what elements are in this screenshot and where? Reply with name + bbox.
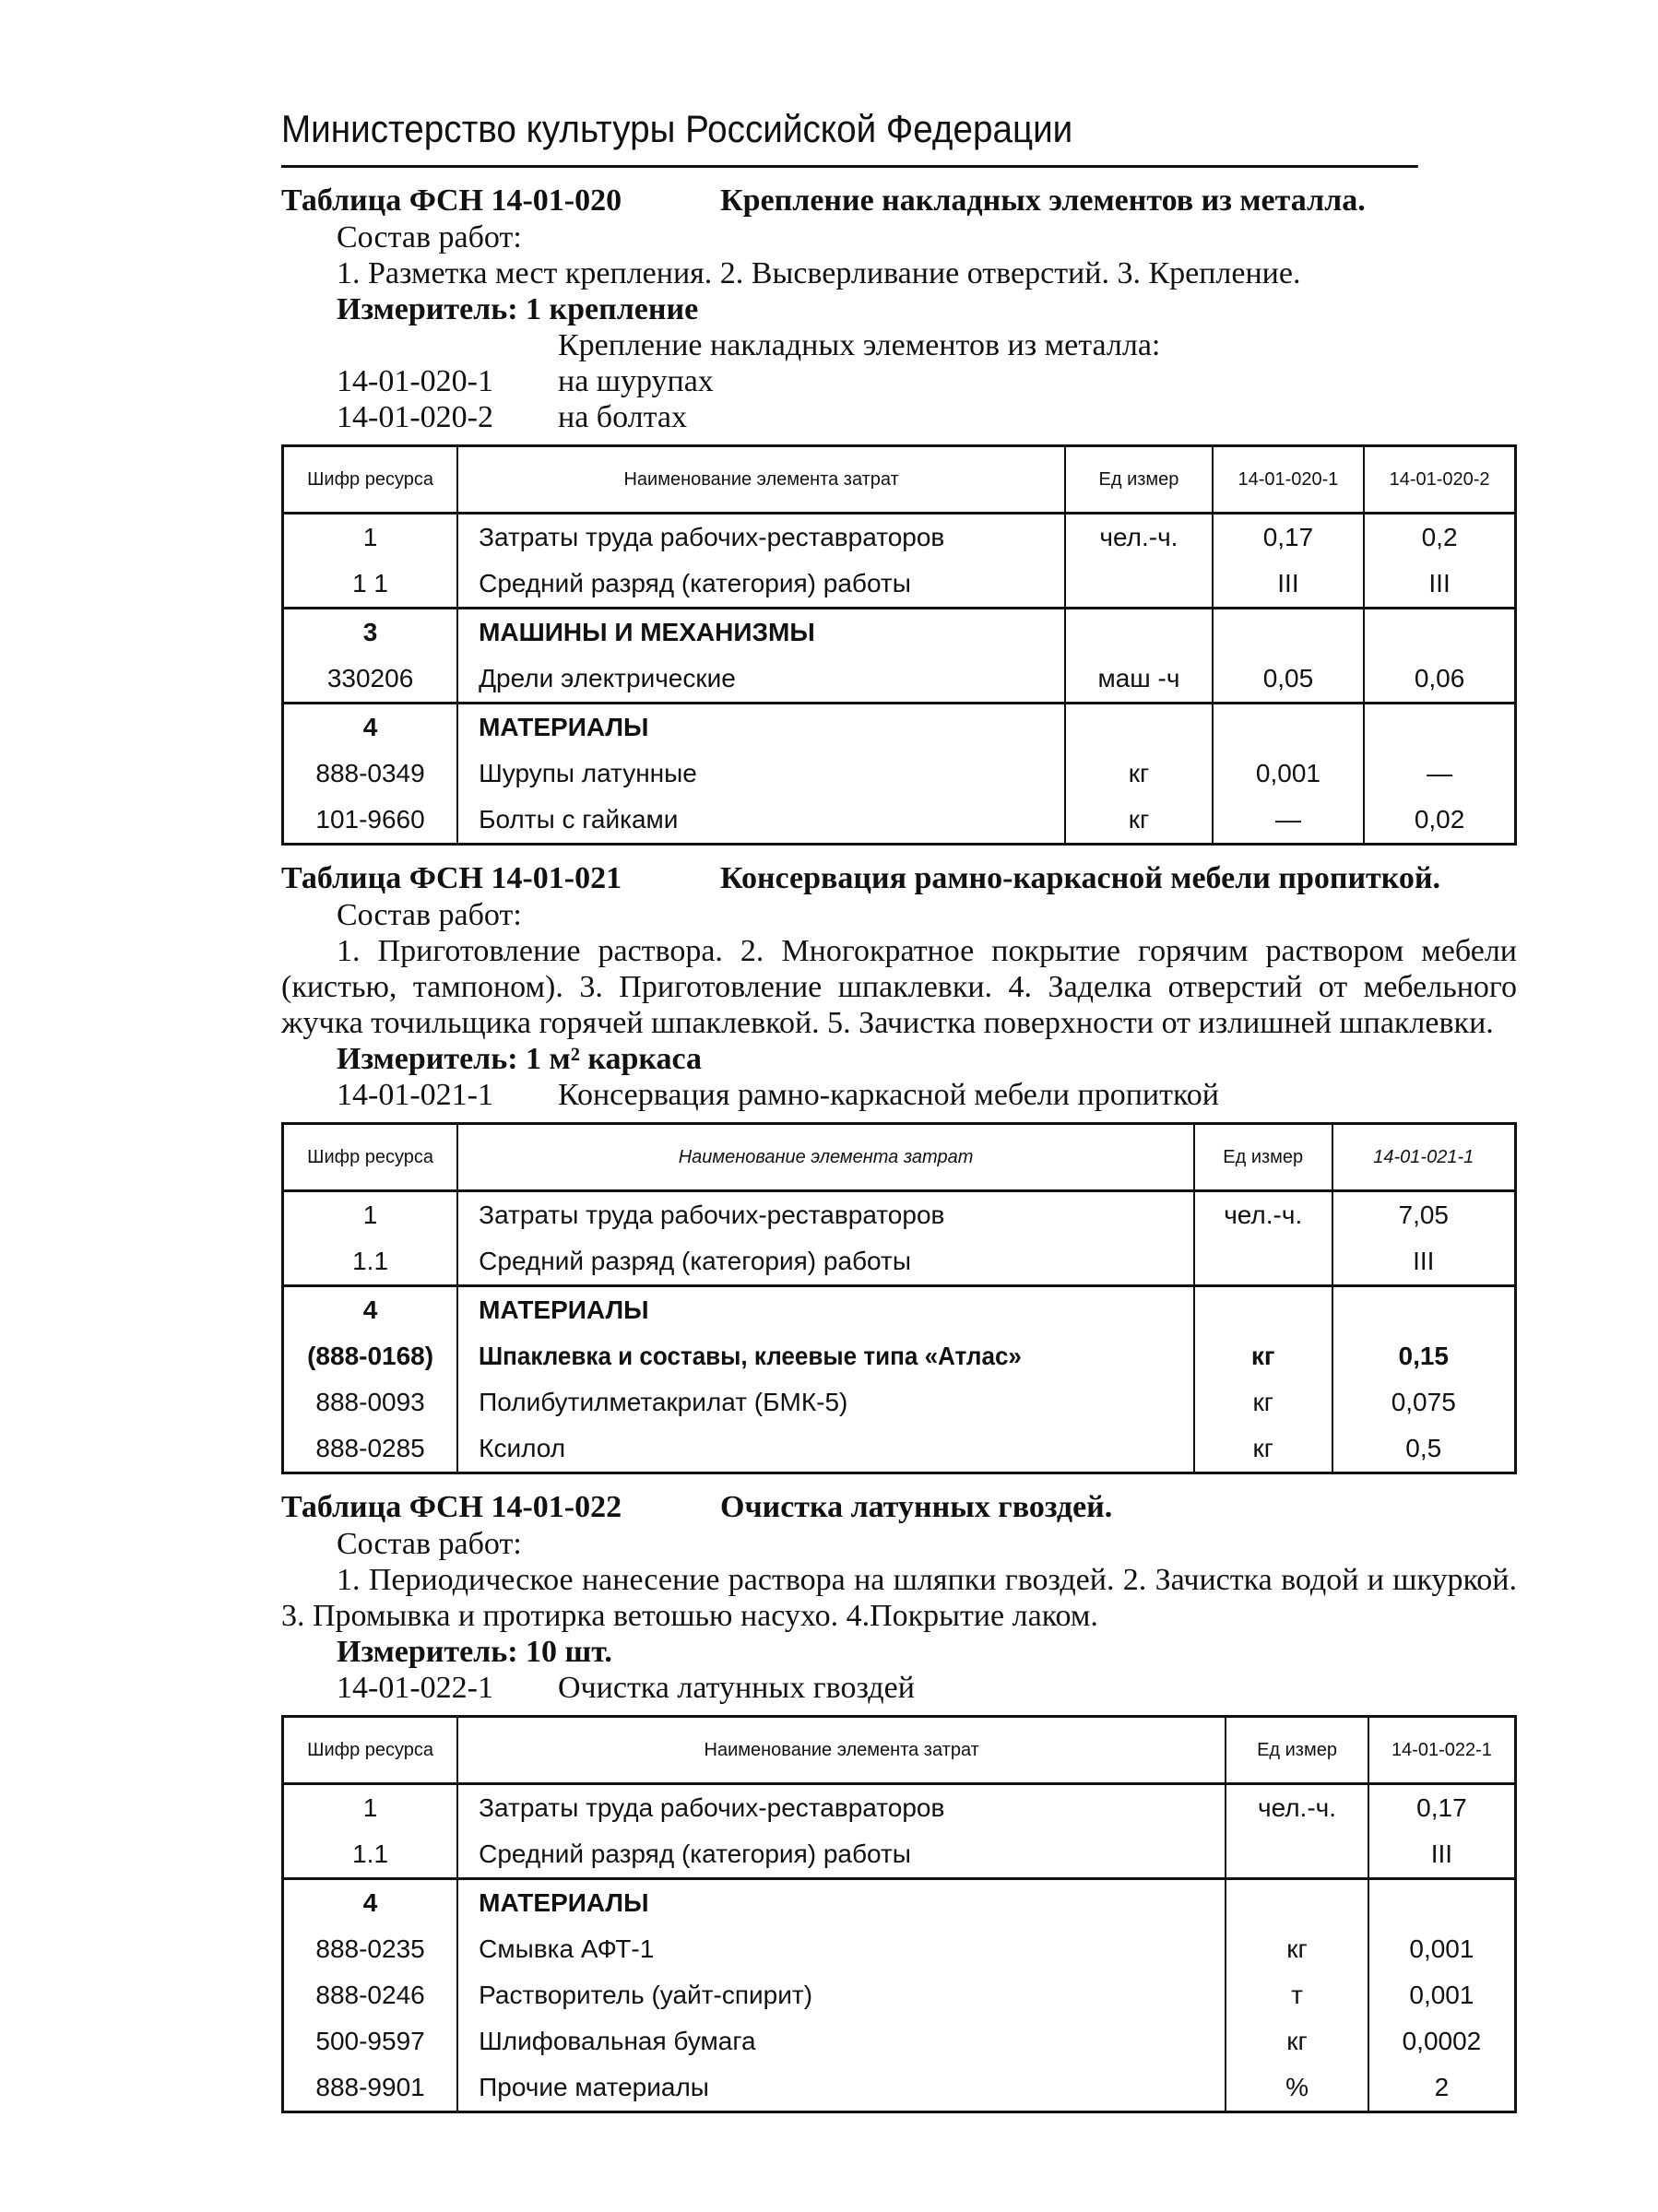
table-number: Таблица ФСН 14-01-020 bbox=[281, 183, 622, 218]
table-row bbox=[283, 514, 1516, 562]
table-number: Таблица ФСН 14-01-022 bbox=[281, 1490, 622, 1524]
cell: 888-0093 bbox=[283, 1379, 458, 1425]
cell: (888-0168) bbox=[283, 1333, 458, 1379]
cell: чел.-ч. bbox=[1065, 514, 1213, 562]
header-cell: Шифр ресурса bbox=[283, 1717, 458, 1784]
cell: III bbox=[1213, 561, 1364, 609]
header-cell: Ед измер bbox=[1065, 446, 1213, 514]
cell: — bbox=[1364, 751, 1515, 797]
header-cell: 14-01-022-1 bbox=[1368, 1717, 1516, 1784]
cell: 0,15 bbox=[1332, 1333, 1516, 1379]
table-row bbox=[283, 561, 1516, 609]
cell: 0,17 bbox=[1213, 514, 1364, 562]
cell: Ксилол bbox=[457, 1425, 1194, 1473]
cell: МАТЕРИАЛЫ bbox=[457, 1879, 1226, 1927]
cell: 7,05 bbox=[1332, 1191, 1516, 1239]
code: 14-01-020-2 bbox=[337, 400, 493, 434]
cell bbox=[1065, 561, 1213, 609]
header-cell: Наименование элемента затрат bbox=[457, 1124, 1194, 1191]
section-title bbox=[281, 183, 1517, 219]
section-title bbox=[281, 860, 1517, 897]
cell: 4 bbox=[283, 1286, 458, 1334]
meter: Измеритель: 10 шт. bbox=[337, 1635, 612, 1669]
cell: Затраты труда рабочих-реставраторов bbox=[457, 1191, 1194, 1239]
table-row bbox=[283, 1972, 1516, 2018]
cell: Затраты труда рабочих-реставраторов bbox=[457, 514, 1065, 562]
code: 14-01-022-1 bbox=[337, 1671, 493, 1705]
cell: 1.1 bbox=[283, 1831, 458, 1879]
table-group-row bbox=[283, 704, 1516, 751]
cell: Прочие материалы bbox=[457, 2064, 1226, 2112]
cell: 1 bbox=[283, 514, 458, 562]
cell: Средний разряд (категория) работы bbox=[457, 1238, 1194, 1286]
cell: Шурупы латунные bbox=[457, 751, 1065, 797]
table-row bbox=[283, 1425, 1516, 1473]
table-row bbox=[283, 2064, 1516, 2112]
cell: Шлифовальная бумага bbox=[457, 2018, 1226, 2064]
cell bbox=[1194, 1238, 1332, 1286]
code-line bbox=[281, 363, 1517, 399]
cell bbox=[1065, 609, 1213, 657]
composition-label: Состав работ: bbox=[337, 1527, 522, 1561]
code-line bbox=[281, 1670, 1517, 1706]
resource-table bbox=[281, 444, 1517, 846]
table-title: Очистка латунных гвоздей. bbox=[720, 1490, 1113, 1524]
header-cell: 14-01-021-1 bbox=[1332, 1124, 1516, 1191]
cell: кг bbox=[1065, 751, 1213, 797]
cell: 1.1 bbox=[283, 1238, 458, 1286]
code-description: на болтах bbox=[558, 400, 687, 434]
cell: 2 bbox=[1368, 2064, 1516, 2112]
cell: 500-9597 bbox=[283, 2018, 458, 2064]
cell: III bbox=[1368, 1831, 1516, 1879]
cell: Болты с гайками bbox=[457, 797, 1065, 845]
section-14-01-020 bbox=[281, 183, 1517, 846]
cell: 1 bbox=[283, 1191, 458, 1239]
cell bbox=[1213, 704, 1364, 751]
code: 14-01-020-1 bbox=[337, 364, 493, 398]
table-row bbox=[283, 1333, 1516, 1379]
table-header-row bbox=[283, 1124, 1516, 1191]
header-cell: Ед измер bbox=[1194, 1124, 1332, 1191]
header-cell: Наименование элемента затрат bbox=[457, 446, 1065, 514]
cell: 330206 bbox=[283, 656, 458, 704]
cell: 0,05 bbox=[1213, 656, 1364, 704]
header-cell: Наименование элемента затрат bbox=[457, 1717, 1226, 1784]
header-cell: 14-01-020-1 bbox=[1213, 446, 1364, 514]
cell: Растворитель (уайт-спирит) bbox=[457, 1972, 1226, 2018]
table-group-row bbox=[283, 609, 1516, 657]
header-cell: Шифр ресурса bbox=[283, 1124, 458, 1191]
cell-text: Шпаклевка и составы, клеевые типа «Атлас» bbox=[479, 1342, 1023, 1370]
cell bbox=[1226, 1879, 1368, 1927]
header-cell: 14-01-020-2 bbox=[1364, 446, 1515, 514]
cell: 888-0349 bbox=[283, 751, 458, 797]
cell: кг bbox=[1065, 797, 1213, 845]
cell: Полибутилметакрилат (БМК-5) bbox=[457, 1379, 1194, 1425]
cell: 0,02 bbox=[1364, 797, 1515, 845]
cell: Средний разряд (категория) работы bbox=[457, 1831, 1226, 1879]
table-row bbox=[283, 1379, 1516, 1425]
cell: чел.-ч. bbox=[1226, 1784, 1368, 1832]
cell bbox=[1213, 609, 1364, 657]
cell: 0,075 bbox=[1332, 1379, 1516, 1425]
document-page bbox=[281, 106, 1517, 2121]
running-header: Министерство культуры Российской Федерации bbox=[281, 106, 1418, 168]
cell bbox=[1364, 704, 1515, 751]
composition-body: 1. Периодическое нанесение раствора на шляпки гвоздей. 2. Зачистка водой и шкуркой. 3. Промывка и протирка ветошью насухо. 4.Покрытие лаком. bbox=[281, 1563, 1517, 1633]
cell: кг bbox=[1194, 1379, 1332, 1425]
cell: кг bbox=[1194, 1425, 1332, 1473]
cell: МАТЕРИАЛЫ bbox=[457, 1286, 1194, 1334]
code-description: на шурупах bbox=[558, 364, 714, 398]
table-group-row bbox=[283, 1286, 1516, 1334]
composition-body: 1. Приготовление раствора. 2. Многократное покрытие горячим раствором мебели (кистью, тампоном). 3. Приготовление шпаклевки. 4. Заделка отверстий от мебельного жучка точильщика горячей шпаклевкой. 5. Зачистка поверхности от излишней шпаклевки. bbox=[281, 934, 1517, 1040]
cell: 0,001 bbox=[1368, 1926, 1516, 1972]
cell: 888-0246 bbox=[283, 1972, 458, 2018]
resource-table bbox=[281, 1715, 1517, 2113]
cell: 888-9901 bbox=[283, 2064, 458, 2112]
cell bbox=[1065, 704, 1213, 751]
code-description: Консервация рамно-каркасной мебели пропиткой bbox=[558, 1078, 1219, 1112]
cell: 888-0235 bbox=[283, 1926, 458, 1972]
meter: Измеритель: 1 м² каркаса bbox=[337, 1042, 702, 1076]
section-14-01-022 bbox=[281, 1489, 1517, 2113]
table-title: Крепление накладных элементов из металла. bbox=[720, 183, 1366, 218]
table-row bbox=[283, 1784, 1516, 1832]
cell: Средний разряд (категория) работы bbox=[457, 561, 1065, 609]
code-description: Очистка латунных гвоздей bbox=[558, 1671, 915, 1705]
cell: 888-0285 bbox=[283, 1425, 458, 1473]
cell: Смывка АФТ-1 bbox=[457, 1926, 1226, 1972]
cell: т bbox=[1226, 1972, 1368, 2018]
table-number: Таблица ФСН 14-01-021 bbox=[281, 861, 622, 895]
cell: 0,001 bbox=[1368, 1972, 1516, 2018]
cell: 3 bbox=[283, 609, 458, 657]
cell bbox=[1364, 609, 1515, 657]
cell: 1 1 bbox=[283, 561, 458, 609]
cell bbox=[1332, 1286, 1516, 1334]
header-cell: Ед измер bbox=[1226, 1717, 1368, 1784]
table-row bbox=[283, 656, 1516, 704]
composition-label: Состав работ: bbox=[337, 898, 522, 932]
table-header-row bbox=[283, 446, 1516, 514]
table-row bbox=[283, 751, 1516, 797]
cell: 0,0002 bbox=[1368, 2018, 1516, 2064]
cell: Затраты труда рабочих-реставраторов bbox=[457, 1784, 1226, 1832]
cell: кг bbox=[1194, 1333, 1332, 1379]
cell: 0,06 bbox=[1364, 656, 1515, 704]
cell: 4 bbox=[283, 1879, 458, 1927]
code-line bbox=[281, 399, 1517, 435]
composition-text bbox=[281, 1562, 1517, 1634]
cell: кг bbox=[1226, 1926, 1368, 1972]
table-group-row bbox=[283, 1879, 1516, 1927]
resource-table bbox=[281, 1122, 1517, 1474]
section-14-01-021 bbox=[281, 860, 1517, 1474]
composition-label: Состав работ: bbox=[337, 220, 522, 254]
table-title: Консервация рамно-каркасной мебели пропиткой. bbox=[720, 861, 1440, 895]
cell: кг bbox=[1226, 2018, 1368, 2064]
table-row bbox=[283, 2018, 1516, 2064]
cell: 101-9660 bbox=[283, 797, 458, 845]
cell: чел.-ч. bbox=[1194, 1191, 1332, 1239]
cell: МАТЕРИАЛЫ bbox=[457, 704, 1065, 751]
cell bbox=[1226, 1831, 1368, 1879]
cell: III bbox=[1332, 1238, 1516, 1286]
code-line bbox=[281, 1077, 1517, 1113]
cell: — bbox=[1213, 797, 1364, 845]
composition-text: 1. Разметка мест крепления. 2. Высверливание отверстий. 3. Крепление. bbox=[337, 256, 1301, 290]
cell: 0,17 bbox=[1368, 1784, 1516, 1832]
table-row bbox=[283, 1238, 1516, 1286]
code: 14-01-021-1 bbox=[337, 1078, 493, 1112]
cell: МАШИНЫ И МЕХАНИЗМЫ bbox=[457, 609, 1065, 657]
table-row bbox=[283, 1831, 1516, 1879]
cell: маш -ч bbox=[1065, 656, 1213, 704]
cell bbox=[1194, 1286, 1332, 1334]
table-row bbox=[283, 797, 1516, 845]
composition-text bbox=[281, 933, 1517, 1041]
table-header-row bbox=[283, 1717, 1516, 1784]
cell: 1 bbox=[283, 1784, 458, 1832]
header-cell: Шифр ресурса bbox=[283, 446, 458, 514]
cell bbox=[1368, 1879, 1516, 1927]
cell: Дрели электрические bbox=[457, 656, 1065, 704]
section-title bbox=[281, 1489, 1517, 1526]
codes-header: Крепление накладных элементов из металла: bbox=[558, 328, 1161, 362]
cell: 4 bbox=[283, 704, 458, 751]
meter: Измеритель: 1 крепление bbox=[337, 292, 699, 326]
table-row bbox=[283, 1191, 1516, 1239]
cell: III bbox=[1364, 561, 1515, 609]
cell bbox=[457, 1333, 1194, 1379]
cell: % bbox=[1226, 2064, 1368, 2112]
cell: 0,5 bbox=[1332, 1425, 1516, 1473]
cell: 0,2 bbox=[1364, 514, 1515, 562]
cell: 0,001 bbox=[1213, 751, 1364, 797]
table-row bbox=[283, 1926, 1516, 1972]
